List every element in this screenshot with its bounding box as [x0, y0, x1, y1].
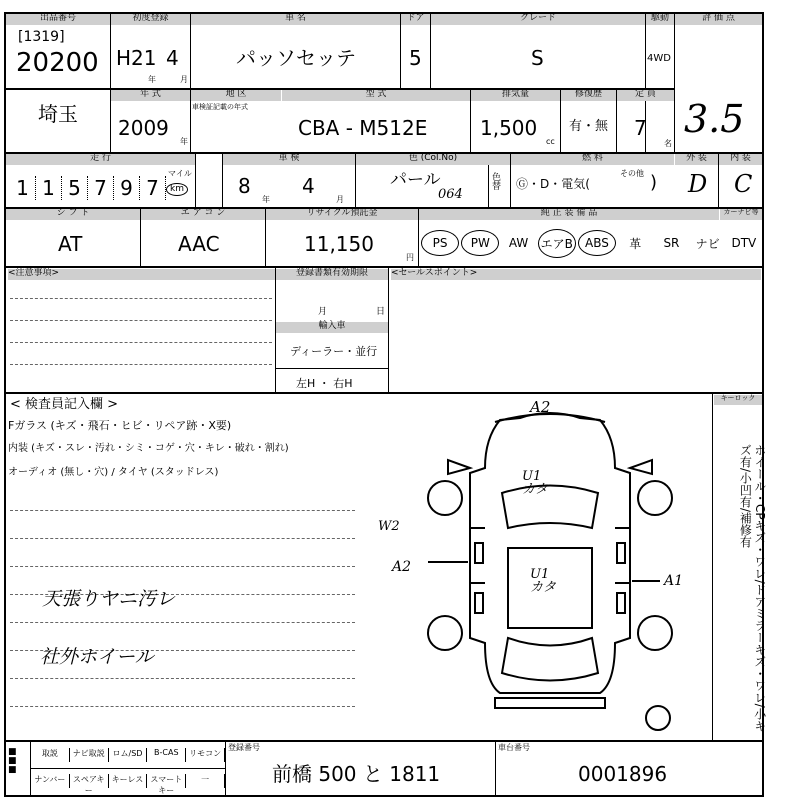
model-year: 2009: [118, 116, 169, 140]
equipment-item: AW: [508, 236, 529, 250]
keylock-label: キーロック: [714, 395, 762, 405]
model-year-sub: 車検証記載の年式: [192, 103, 248, 111]
model-label: 型 式: [282, 90, 470, 101]
note-line: [10, 538, 355, 539]
model-code: CBA - M512E: [298, 116, 428, 140]
interior-grade: C: [734, 170, 753, 198]
mileage-digit: 1: [10, 176, 36, 200]
reg-day: 日: [376, 307, 386, 317]
note-line: [10, 622, 355, 623]
rule: [4, 795, 764, 797]
note-line: [10, 364, 272, 365]
footer-grid-row1: [31, 748, 225, 762]
displacement-label: 排気量: [471, 90, 560, 101]
score-value: 3.5: [684, 97, 745, 141]
footer-grid-cell: ナンバー: [31, 774, 70, 788]
rule: [712, 392, 713, 740]
door-label: ドア: [401, 14, 430, 25]
mileage-label: 走 行: [6, 154, 195, 165]
capacity-unit: 名: [664, 139, 672, 148]
grade-label: グレード: [431, 14, 645, 25]
handle: 左H ・ 右H: [296, 377, 353, 390]
inspection-month-unit: 月: [336, 195, 344, 204]
rule: [225, 740, 226, 796]
footer-grid-cell: リモコン: [186, 748, 225, 762]
displacement: 1,500: [480, 116, 538, 140]
rule: [495, 740, 496, 796]
lot-number: 20200: [16, 48, 99, 78]
mileage-digit: 7: [88, 176, 114, 200]
inspection-label: 車 検: [223, 154, 355, 165]
import-label: 輸入車: [276, 322, 388, 333]
fuel-label: 燃 料: [511, 154, 674, 165]
footer-grid-cell: ロム/SD: [109, 748, 148, 762]
equipment-list: [420, 228, 762, 258]
note-line: [10, 566, 355, 567]
drive: 4WD: [647, 53, 671, 64]
damage-mark-hood: U1 カタ: [522, 469, 549, 497]
footer-corner: ■ ■ ■: [8, 747, 17, 775]
chassis-label: 車台番号: [498, 743, 530, 752]
shift: AT: [58, 232, 83, 256]
year-unit: 年: [148, 75, 156, 84]
exterior-label: 外 装: [675, 154, 718, 165]
inspection-month: 4: [302, 174, 315, 198]
aircon-label: エ ア コ ン: [141, 209, 265, 220]
note-line: [10, 342, 272, 343]
model-year-unit: 年: [180, 137, 188, 146]
color-change-label: 色替: [492, 173, 502, 192]
footer-grid-row2: [31, 774, 225, 795]
rule: [275, 368, 388, 369]
repair-history: 有・無: [569, 119, 609, 134]
aircon: AAC: [178, 232, 220, 256]
auction-code: [1319]: [18, 29, 65, 45]
rule: [30, 768, 225, 769]
handwritten-note-2: 社外ホイール: [40, 646, 154, 668]
color-label: 色 (Col.No): [356, 154, 510, 165]
registration-label: 登録書類有効期限: [276, 269, 388, 280]
rule: [388, 266, 389, 393]
inspector-line1: Fガラス (キズ・飛石・ヒビ・リペア跡・X要): [8, 419, 232, 432]
first-reg-label: 初度登録: [111, 14, 190, 25]
lot-label: 出品番号: [6, 14, 110, 25]
equipment-item: PS: [421, 230, 459, 256]
equipment-item: PW: [461, 230, 499, 256]
rule: [4, 392, 764, 394]
note-line: [10, 678, 355, 679]
capacity-label: 定 員: [617, 90, 674, 101]
footer-grid-cell: スペアキー: [70, 774, 109, 788]
mileage-unit-km: km: [166, 183, 188, 196]
yen: 円: [406, 253, 414, 262]
footer-grid-cell: 一: [186, 774, 225, 788]
equipment-item: エアB: [538, 229, 576, 258]
equipment-item: SR: [663, 236, 680, 250]
inspection-year-unit: 年: [262, 195, 270, 204]
reg-month: 月: [318, 307, 328, 317]
model-year-label: 年 式: [111, 90, 190, 101]
color-code: 064: [438, 187, 463, 202]
mileage-digit: 7: [140, 176, 166, 200]
capacity: 7: [634, 116, 647, 140]
plate: 前橋 500 と 1811: [272, 762, 441, 786]
interior-label: 内 装: [719, 154, 762, 165]
damage-mark-right-side: A1: [664, 573, 684, 589]
equipment-item: ナビ: [695, 236, 720, 251]
doors: 5: [409, 46, 422, 70]
note-line: [10, 706, 355, 707]
grade: S: [531, 46, 544, 70]
chassis: 0001896: [578, 762, 668, 786]
fuel-other: その他: [620, 169, 644, 178]
footer-grid-cell: スマートキー: [147, 774, 186, 788]
inspector-line3: オーディオ (無し・穴) / タイヤ (スタッドレス): [8, 467, 219, 478]
rule: [4, 266, 764, 268]
handwritten-note-1: 天張りヤニ汚レ: [42, 588, 176, 610]
vertical-note: ホイール・CPキズ・ワレ/ドアミラーキズ・ワレ/小キズ有/小凹有/補修有: [738, 444, 767, 732]
car-name: パッソセッテ: [236, 46, 356, 70]
seat-label: カーナビ等: [720, 209, 762, 220]
color: パール: [390, 170, 441, 190]
recycle-label: リサイクル預託金: [266, 209, 418, 220]
damage-mark-left-side: A2: [392, 559, 412, 575]
note-line: [10, 298, 272, 299]
shift-label: シ フ ト: [6, 209, 140, 220]
region: 埼玉: [38, 102, 78, 126]
mileage-digit: 9: [114, 176, 140, 200]
first-reg-month: 4: [166, 46, 179, 70]
rule: [4, 740, 764, 742]
note-line: [10, 510, 355, 511]
score-label: 評 価 点: [675, 14, 762, 25]
import-value: ディーラー・並行: [290, 345, 378, 358]
mileage-digits: [10, 176, 166, 200]
fuel-close: ): [650, 172, 658, 193]
car-name-label: 車 名: [191, 14, 400, 25]
month-unit: 月: [180, 75, 188, 84]
recycle-fee: 11,150: [304, 232, 374, 256]
damage-mark-left-front: W2: [378, 519, 400, 534]
inspector-line2: 内装 (キズ・スレ・汚れ・シミ・コゲ・穴・キレ・破れ・割れ): [8, 443, 289, 454]
displacement-unit: cc: [546, 137, 555, 146]
sales-point-label: <セールスポイント>: [391, 269, 761, 280]
fuel-options: Ⓖ・D・電気(: [516, 177, 590, 191]
inspector-title: < 検査員記入欄 >: [10, 397, 119, 412]
footer-grid-cell: 取説: [31, 748, 70, 762]
footer-grid-cell: キーレス: [109, 774, 148, 788]
caution-label: <注意事項>: [8, 269, 275, 280]
equipment-item: 革: [629, 236, 642, 251]
repair-label: 修復歴: [561, 90, 616, 101]
footer-grid-cell: B-CAS: [147, 748, 186, 762]
region-label: 地 区: [191, 90, 281, 101]
equipment-item: DTV: [731, 236, 757, 250]
note-line: [10, 320, 272, 321]
mileage-digit: 1: [36, 176, 62, 200]
damage-mark-roof: U1 カタ: [530, 567, 557, 595]
equipment-label: 純 正 装 備 品: [419, 209, 719, 220]
drive-label: 駆動: [646, 14, 674, 25]
rule: [674, 12, 675, 152]
damage-mark-front: A2: [530, 398, 551, 416]
rule: [4, 12, 6, 796]
rule: [110, 12, 111, 152]
first-reg-era: H21: [116, 46, 157, 70]
mileage-unit-mile: マイル: [168, 169, 192, 178]
rule: [195, 152, 196, 208]
equipment-item: ABS: [578, 230, 616, 256]
inspection-year: 8: [238, 174, 251, 198]
mileage-digit: 5: [62, 176, 88, 200]
plate-label: 登録番号: [228, 743, 260, 752]
footer-grid-cell: ナビ取説: [70, 748, 109, 762]
exterior-grade: D: [688, 170, 708, 198]
